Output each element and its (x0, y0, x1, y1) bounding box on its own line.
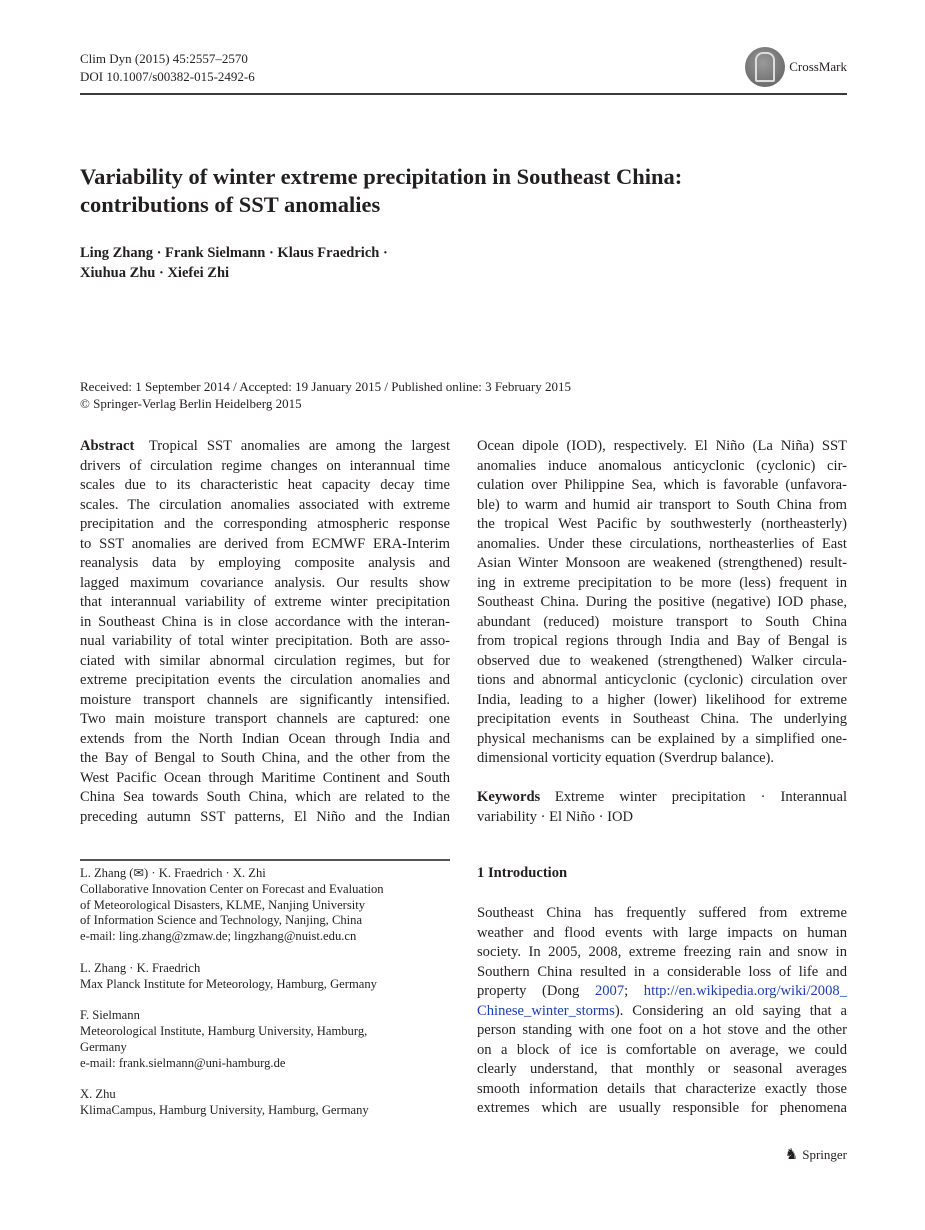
citation-link[interactable]: 2007 (594, 983, 625, 999)
springer-horse-icon: ♞ (784, 1147, 799, 1163)
abstract-line: preceding autumn SST patterns, El Niño and the Indian (80, 808, 450, 825)
intro-line (477, 1002, 847, 1022)
wiki-link[interactable]: http://en.wikipedia.org/wiki/2008_ (643, 983, 847, 999)
affiliation-block (80, 1008, 460, 1071)
abstract-line: India, leading to a higher (lower) likelihood for extreme (477, 691, 847, 708)
abstract-text: Tropical SST anomalies are among the largest (148, 438, 450, 454)
abstract-line: physical mechanisms can be explained by a simplified one- (477, 730, 847, 747)
abstract-line: Two main moisture transport channels are captured: one (80, 711, 450, 727)
affiliation-authors: X. Zhu (80, 1087, 116, 1102)
affiliation-authors: L. Zhang · K. Fraedrich (80, 960, 201, 975)
text: ; (624, 983, 644, 999)
publisher-name: Springer (802, 1146, 847, 1162)
copyright-line: © Springer-Verlag Berlin Heidelberg 2015 (80, 396, 302, 411)
affiliation-block (80, 1087, 460, 1119)
abstract-line: ble) to warm and humid air transport to South China from (477, 496, 847, 513)
affiliation-line[interactable]: e-mail: frank.sielmann@uni-hamburg.de (80, 1055, 286, 1070)
abstract-line: dimensional vorticity equation (Sverdrup balance). (477, 750, 775, 766)
abstract-line: West Pacific Ocean through Maritime Continent and South (80, 769, 450, 786)
abstract-label: Abstract (80, 438, 135, 454)
intro-line: weather and flood events with large impacts on human (477, 924, 847, 941)
springer-logo (785, 1145, 847, 1164)
affiliation-authors: F. Sielmann (80, 1008, 140, 1023)
abstract-line: drivers of circulation regime changes on interannual time (80, 457, 450, 474)
abstract-line: that interannual variability of extreme winter precipitation (80, 594, 450, 610)
abstract-left (80, 437, 450, 827)
abstract-line: the tropical West Pacific by southwesterly (northeasterly) (477, 516, 847, 532)
abstract-line: lagged maximum covariance analysis. Our results show (80, 574, 450, 591)
author-line: Ling Zhang · Frank Sielmann · Klaus Fraedrich · (80, 245, 388, 261)
abstract-line: observed due to weakened (strengthened) Walker circula- (477, 652, 847, 669)
intro-line: clearly understand, that monthly or seasonal averages (477, 1061, 847, 1077)
footnote-rule (80, 859, 450, 861)
abstract-right (477, 437, 847, 827)
intro-line: Southern China resulted in a considerable loss of life and (477, 963, 847, 980)
affiliation-authors: L. Zhang (✉) · K. Fraedrich · X. Zhi (80, 866, 266, 880)
affiliation-line: KlimaCampus, Hamburg University, Hamburg, Germany (80, 1102, 369, 1117)
abstract-line (80, 437, 450, 457)
affiliations (80, 866, 460, 1135)
abstract-line: nual variability of total winter precipitation. Both are asso- (80, 633, 450, 649)
intro-line (477, 982, 847, 1002)
intro-line: society. In 2005, 2008, extreme freezing rain and snow in (477, 944, 847, 960)
crossmark-icon (745, 47, 785, 87)
affiliation-line: Max Planck Institute for Meteorology, Hamburg, Germany (80, 976, 377, 991)
crossmark-badge[interactable] (745, 47, 847, 87)
doi[interactable]: DOI 10.1007/s00382-015-2492-6 (80, 69, 255, 84)
keywords-label: Keywords (477, 789, 541, 805)
affiliation-line: Collaborative Innovation Center on Forecast and Evaluation (80, 881, 384, 896)
intro-line: smooth information details that characterize exactly those (477, 1080, 847, 1097)
paper-title (80, 163, 840, 219)
affiliation-line: Meteorological Institute, Hamburg University, Hamburg, (80, 1023, 368, 1038)
title-line: contributions of SST anomalies (80, 192, 381, 217)
crossmark-label: CrossMark (789, 59, 847, 74)
publication-dates (80, 378, 571, 412)
abstract-line: precipitation and the corresponding atmospheric response (80, 516, 450, 532)
abstract-line: Ocean dipole (IOD), respectively. El Niño (La Niña) SST (477, 438, 847, 454)
abstract-line: Southeast China. During the positive (negative) IOD phase, (477, 594, 847, 610)
abstract-line: ciated with similar abnormal circulation regimes, but for (80, 652, 450, 669)
affiliation-line: of Information Science and Technology, Nanjing, China (80, 913, 363, 928)
abstract-line: reanalysis data by employing composite analysis and (80, 555, 450, 571)
author-line: Xiuhua Zhu · Xiefei Zhi (80, 265, 230, 281)
affiliation-line: Germany (80, 1039, 127, 1054)
abstract-line: from tropical regions through India and Bay of Bengal is (477, 633, 847, 649)
abstract-line: Asian Winter Monsoon are weakened (strengthened) result- (477, 555, 847, 571)
affiliation-block (80, 961, 460, 993)
abstract-line: extreme precipitation events the circulation anomalies and (80, 672, 450, 688)
journal-header (80, 50, 255, 86)
abstract-line: tions and abnormal anticyclonic (cyclonic) circulation over (477, 672, 847, 688)
abstract-line: ing in extreme precipitation to be more (less) frequent in (477, 574, 847, 591)
keywords-line: variability · El Niño · IOD (477, 808, 634, 825)
wiki-link-cont[interactable]: Chinese_winter_storms (477, 1002, 615, 1019)
affiliation-line[interactable]: e-mail: ling.zhang@zmaw.de; lingzhang@nuist.edu.cn (80, 929, 357, 944)
affiliation-line: of Meteorological Disasters, KLME, Nanjing University (80, 897, 366, 912)
affiliation-block (80, 866, 460, 945)
intro-line: person standing with one foot on a hot stove and the other (477, 1022, 847, 1038)
journal-citation: Clim Dyn (2015) 45:2557–2570 (80, 51, 248, 66)
abstract-line: China Sea towards South China, which are related to the (80, 789, 450, 805)
abstract-line: precipitation events in Southeast China. The underlying (477, 711, 847, 727)
abstract-line: culation over Philippine Sea, which is favorable (unfavora- (477, 477, 847, 493)
abstract-line: the Bay of Bengal to South China, and the other from the (80, 750, 450, 766)
abstract-line: abundant (reduced) moisture transport to South China (477, 613, 847, 630)
keywords-text: Extreme winter precipitation · Interannual (554, 789, 847, 805)
abstract-line: anomalies. Under these circulations, northeasterlies of East (477, 535, 847, 552)
abstract-line: extends from the North Indian Ocean through India and (80, 730, 450, 747)
keywords-line (477, 788, 847, 808)
abstract-line: scales. The circulation anomalies associated with extreme (80, 496, 450, 513)
text: property (Dong (477, 983, 595, 999)
dates-line: Received: 1 September 2014 / Accepted: 19 January 2015 / Published online: 3 February 2015 (80, 379, 572, 394)
title-line: Variability of winter extreme precipitation in Southeast China: (80, 164, 683, 189)
abstract-line: scales due to its characteristic heat capacity decay time (80, 477, 450, 493)
abstract-line: in Southeast China is in close accordance with the interan- (80, 613, 450, 630)
introduction-text (477, 904, 847, 1119)
header-rule (80, 93, 847, 95)
abstract-line: anomalies induce anomalous anticyclonic (cyclonic) cir- (477, 457, 847, 474)
authors (80, 243, 388, 283)
abstract-line: to SST anomalies are derived from ECMWF ERA-Interim (80, 535, 450, 552)
intro-line: Southeast China has frequently suffered from extreme (477, 905, 847, 921)
text: ). Considering an old saying that a (614, 1002, 847, 1019)
intro-line: on a block of ice is comfortable on average, we could (477, 1041, 847, 1058)
intro-line: extremes which are usually responsible for phenomena (477, 1100, 847, 1116)
blank (477, 769, 847, 789)
section-heading-introduction: 1 Introduction (477, 865, 568, 881)
abstract-line: moisture transport channels are significantly intensified. (80, 691, 450, 708)
